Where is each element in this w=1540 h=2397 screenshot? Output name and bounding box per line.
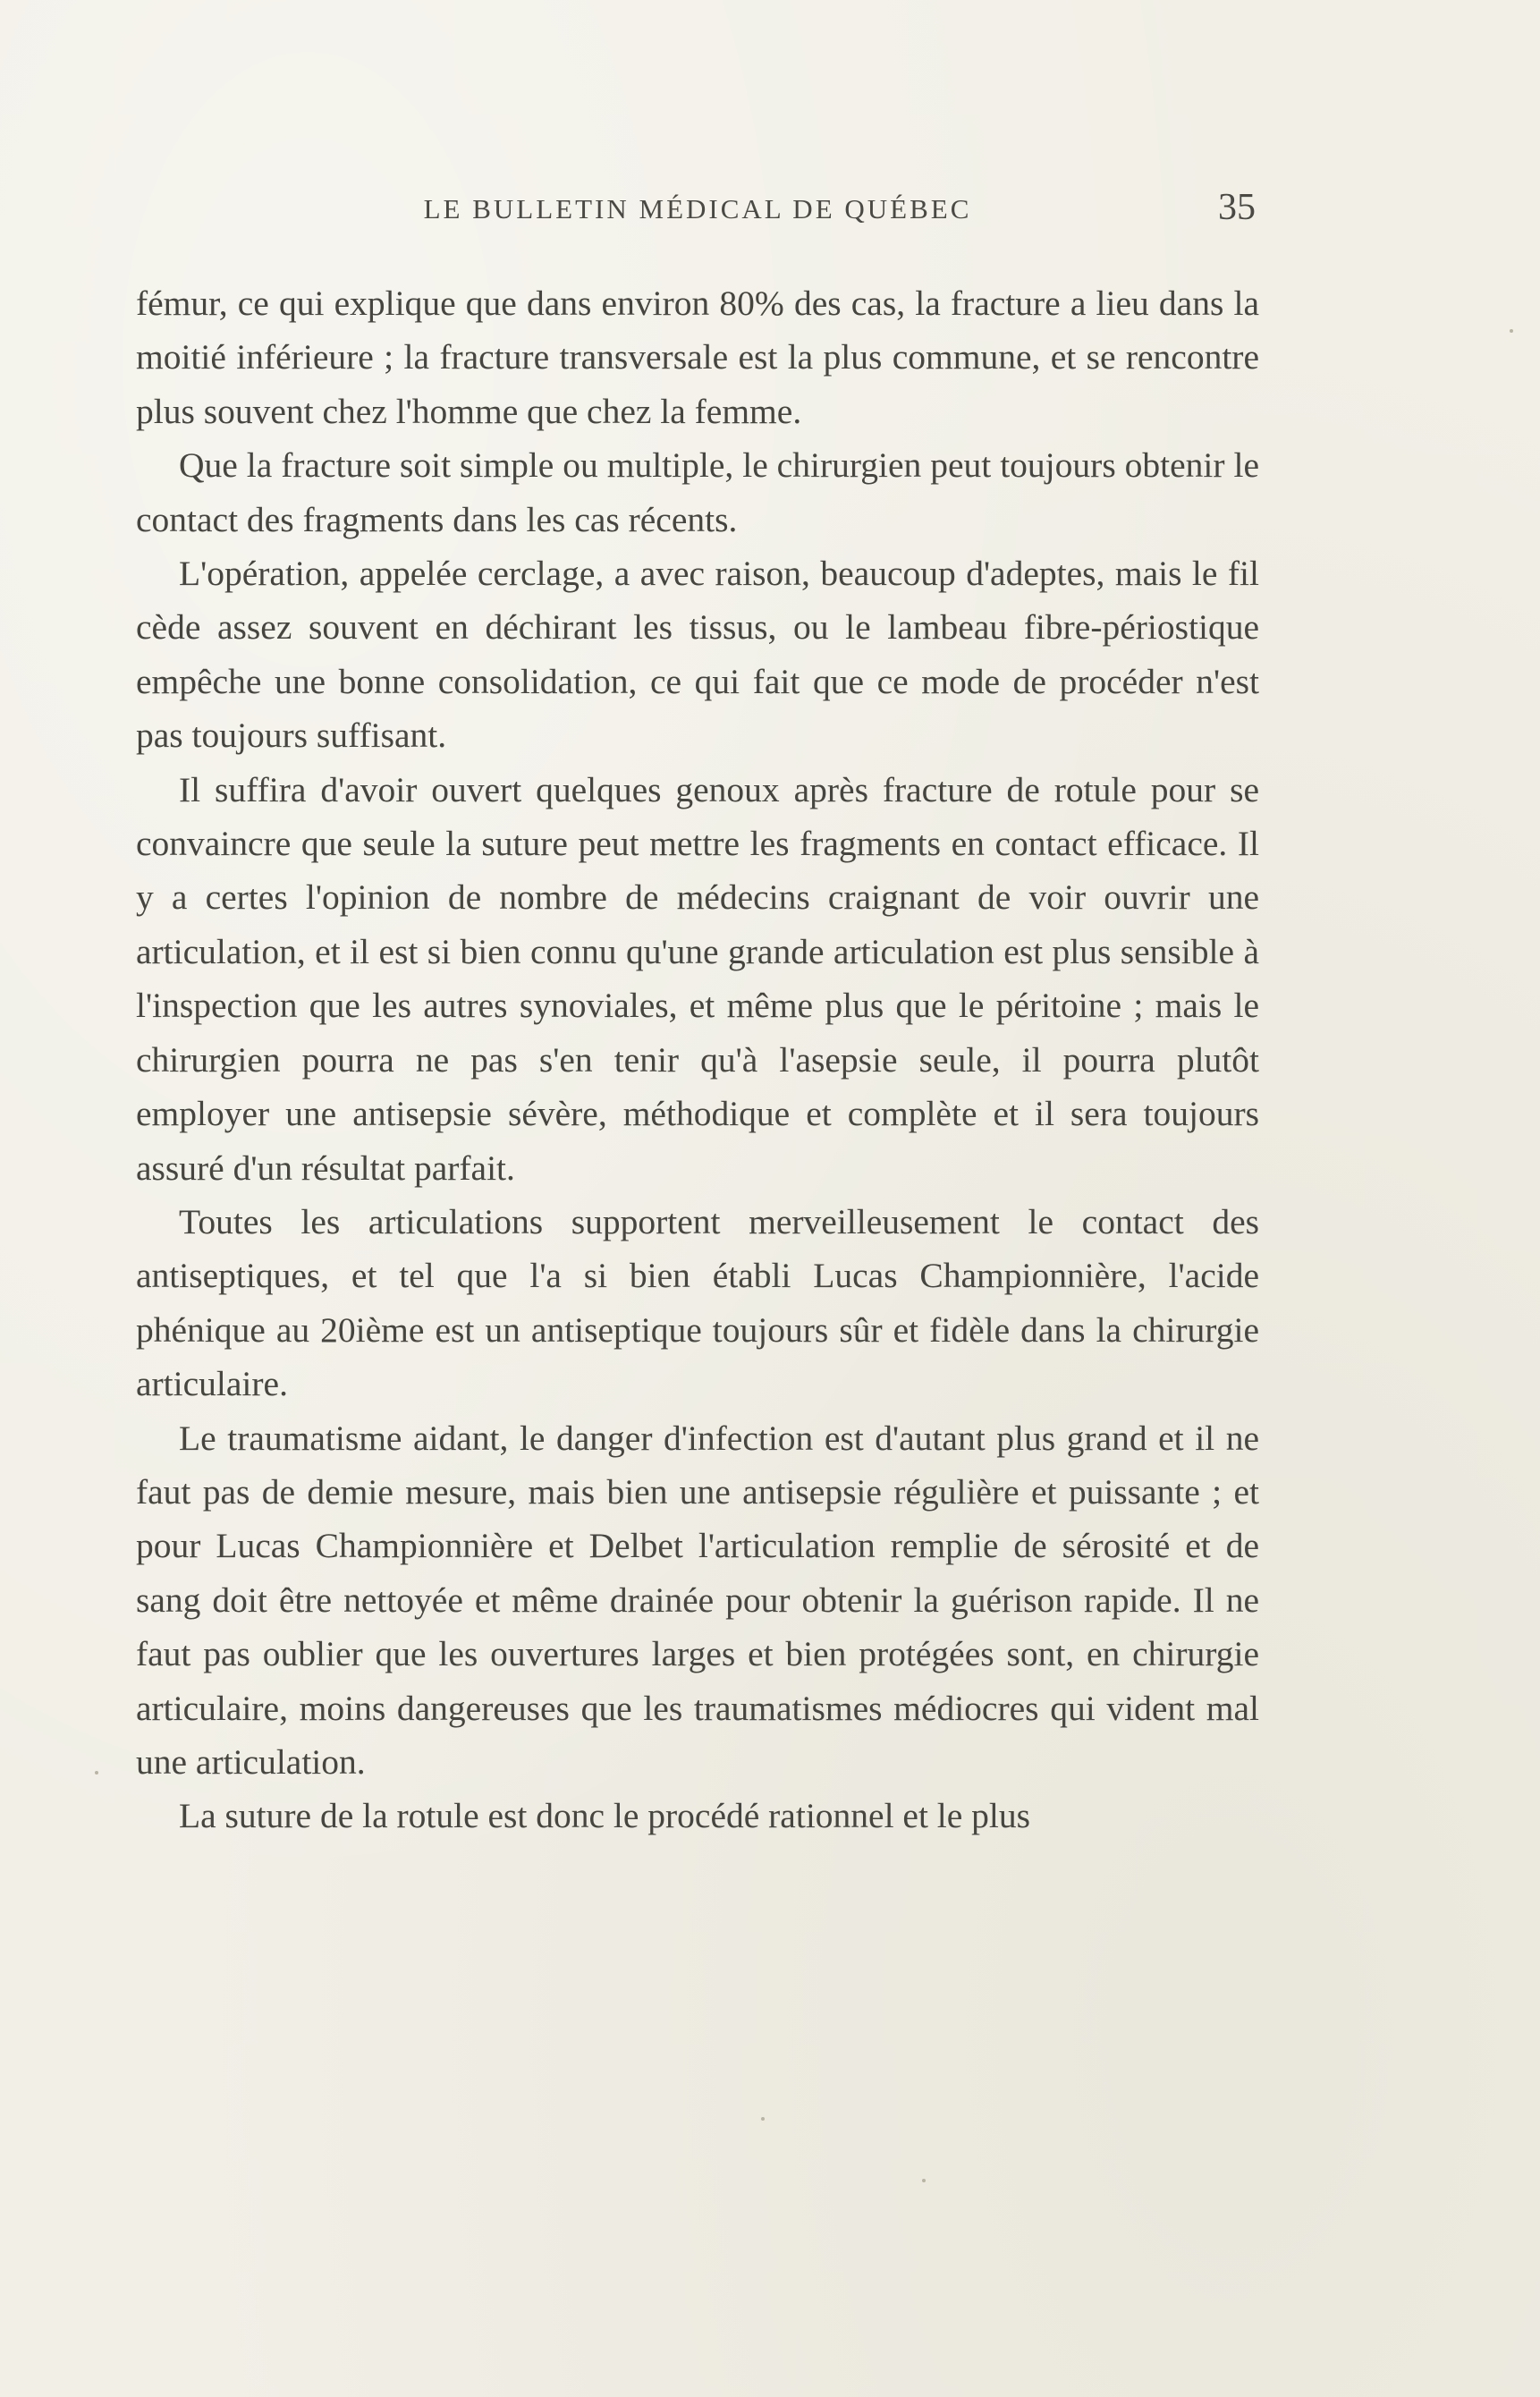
- paragraph: Toutes les articulations supportent merveilleusement le contact des antiseptiques, et tel que l'a si bien établi Lucas Championnière, l'acide phénique au 20ième est un antiseptique toujours sûr et fidèle dans la chirurgie articulaire.: [136, 1201, 1259, 1404]
- body-text: [136, 276, 1259, 1843]
- paragraph: L'opération, appelée cerclage, a avec raison, beaucoup d'adeptes, mais le fil cède assez souvent en déchirant les tissus, ou le lambeau fibre-périostique empêche une bonne consolidation, ce qui fait que ce mode de procéder n'est pas toujours suffisant.: [136, 554, 1259, 756]
- paper-speck: [1510, 329, 1513, 333]
- paragraph: La suture de la rotule est donc le procédé rationnel et le plus: [179, 1796, 1031, 1836]
- paragraph: Que la fracture soit simple ou multiple, le chirurgien peut toujours obtenir le contact des fragments dans les cas récents.: [136, 445, 1259, 539]
- page-number: 35: [1218, 187, 1256, 228]
- paper-speck: [922, 2179, 926, 2182]
- running-head: [136, 186, 1259, 231]
- paper-speck: [761, 2117, 765, 2121]
- running-title: LE BULLETIN MÉDICAL DE QUÉBEC: [423, 193, 972, 224]
- paragraph: Le traumatisme aidant, le danger d'infection est d'autant plus grand et il ne faut pas de demie mesure, mais bien une antisepsie régulière et puissante ; et pour Lucas Championnière et Delbet l'articulation remplie de sérosité et de sang doit être nettoyée et même drainée pour obtenir la guérison rapide. Il ne faut pas oublier que les ouvertures larges et bien protégées sont, en chirurgie articulaire, moins dangereuses que les traumatismes médiocres qui vident mal une articulation.: [136, 1418, 1259, 1782]
- paragraph: fémur, ce qui explique que dans environ 80% des cas, la fracture a lieu dans la moitié inférieure ; la fracture transversale est la plus commune, et se rencontre plus souvent chez l'homme que chez la femme.: [136, 284, 1259, 431]
- paper-speck: [95, 1771, 98, 1774]
- paragraph: Il suffira d'avoir ouvert quelques genoux après fracture de rotule pour se convaincre que seule la suture peut mettre les fragments en contact efficace. Il y a certes l'opinion de nombre de médecins craignant de voir ouvrir une articulation, et il est si bien connu qu'une grande articulation est plus sensible à l'inspection que les autres synoviales, et même plus que le péritoine ; mais le chirurgien pourra ne pas s'en tenir qu'à l'asepsie seule, il pourra plutôt employer une antisepsie sévère, méthodique et complète et il sera toujours assuré d'un résultat parfait.: [136, 769, 1259, 1188]
